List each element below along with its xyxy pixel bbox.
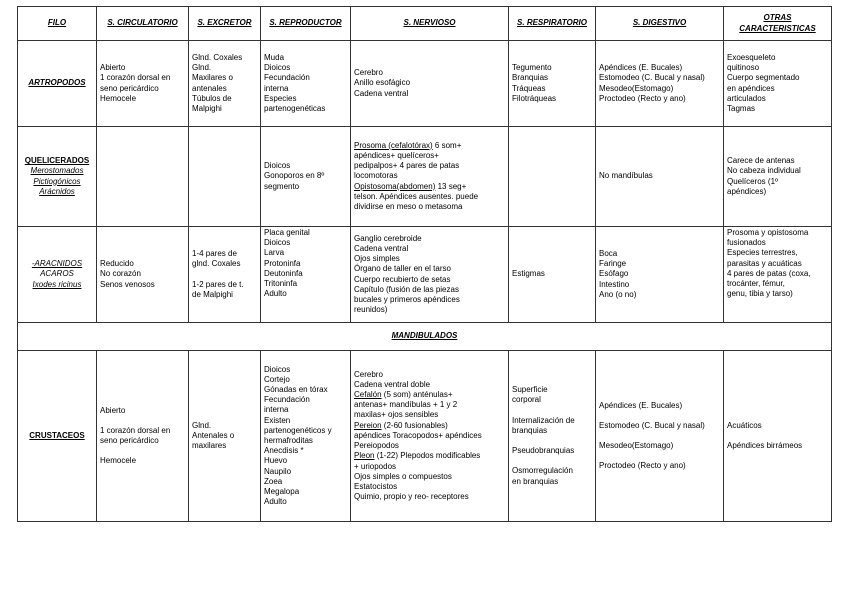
header-respiratorio: S. RESPIRATORIO (509, 7, 596, 41)
cell-line: Estigmas (512, 269, 545, 279)
cell-line: Ojos simples (354, 254, 400, 264)
cell-line: apéndices Toracopodos+ apéndices (354, 430, 482, 440)
cell-line: Protoninfa (264, 258, 301, 268)
cell-line: Ojos simples o compuestos (354, 471, 452, 481)
pleon-label: Pleon (354, 451, 375, 461)
cell-line: Malpighi (192, 103, 222, 113)
crustaceos-circulatorio (97, 351, 189, 522)
cell-line: pedipalpos+ 4 pares de patas (354, 161, 460, 171)
cell-line: Pereiopodos (354, 441, 399, 451)
cell-line: Huevo (264, 456, 288, 466)
cell-line: Pseudobranquias (512, 446, 575, 456)
cell-line: Arácnidos (39, 186, 75, 196)
cell-line: Tráqueas (512, 83, 546, 93)
cell-line: Estatocistos (354, 481, 398, 491)
aracnidos-respiratorio (509, 227, 596, 323)
cell-line: Proctodeo (Recto y ano) (599, 93, 686, 103)
cell-line: glnd. Coxales (192, 259, 241, 269)
cell-line: Apéndices (E. Bucales) (599, 400, 683, 410)
cell-line: 1-2 pares de t. (192, 279, 244, 289)
cell-line: Dioicos (264, 364, 291, 374)
cell-line: Pictiogónicos (33, 176, 81, 186)
crustaceos-digestivo (596, 351, 724, 522)
cell-line: Filotráqueas (512, 93, 557, 103)
artropodos-otras (724, 41, 832, 127)
cell-line: articulados (727, 93, 766, 103)
aracnidos-reproductor (261, 227, 351, 323)
crustaceos-reproductor (261, 351, 351, 522)
cell-line: Cadena ventral doble (354, 379, 431, 389)
cell-line: apéndices) (727, 186, 767, 196)
cell-line: Senos venosos (100, 279, 155, 289)
cell-line: Quimio, propio y reo- receptores (354, 492, 469, 502)
crustaceos-otras (724, 351, 832, 522)
quelicerados-otras (724, 127, 832, 227)
header-reproductor: S. REPRODUCTOR (261, 7, 351, 41)
artropodos-reproductor (261, 41, 351, 127)
cell-line: Túbulos de (192, 93, 232, 103)
cell-line: Cuerpo recubierto de setas (354, 274, 451, 284)
cell-line: Boca (599, 248, 618, 258)
header-nervioso: S. NERVIOSO (351, 7, 509, 41)
cell-line: interna (264, 83, 289, 93)
filo-artropodos: ARTROPODOS (18, 41, 97, 127)
cell-line: Cuerpo segmentado (727, 73, 800, 83)
cell-line: Megalopa (264, 487, 300, 497)
artropodos-respiratorio (509, 41, 596, 127)
aracnidos-otras (724, 227, 832, 323)
artropodos-nervioso (351, 41, 509, 127)
cell-line: Glnd. (192, 420, 212, 430)
header-excretor: S. EXCRETOR (189, 7, 261, 41)
cell-line: Acuáticos (727, 420, 762, 430)
header-circulatorio: S. CIRCULATORIO (97, 7, 189, 41)
cell-line: dividirse en meso o metasoma (354, 202, 463, 211)
cell-line: segmento (264, 181, 300, 191)
aracnidos-digestivo (596, 227, 724, 323)
cell-line: Anecdisis * (264, 446, 304, 456)
cell-line: de Malpighi (192, 289, 233, 299)
cell-line: Muda (264, 52, 285, 62)
pereion-label: Pereion (354, 420, 382, 430)
cell-line: antenas+ mandíbulas + 1 y 2 (354, 400, 458, 410)
header-filo: FILO (18, 7, 97, 41)
cell-line: maxilares (192, 441, 227, 451)
cell-line: Faringe (599, 259, 627, 269)
header-row (18, 7, 832, 41)
cell-line: Ano (o no) (599, 289, 637, 299)
cell-line: telson. Apéndices ausentes. puede (354, 191, 479, 201)
row-aracnidos (18, 227, 832, 323)
cell-line: Placa genital (264, 228, 310, 237)
cell-line: Exoesqueleto (727, 52, 776, 62)
cell-line: branquias (512, 425, 548, 435)
section-title: MANDIBULADOS (18, 323, 832, 351)
cell-line: Antenales o (192, 430, 235, 440)
cell-line: seno pericárdico (100, 83, 159, 93)
cell-line: 1-4 pares de (192, 249, 237, 259)
cell-line: partenogenéticos y (264, 425, 332, 435)
cell-line: Adulto (264, 289, 287, 299)
cell-line: Estomodeo (C. Bucal y nasal) (599, 73, 705, 83)
cell-line: Prosoma y opistosoma (727, 228, 809, 237)
cell-line: Dioicos (264, 238, 291, 248)
quelicerados-reproductor (261, 127, 351, 227)
cell-line: Apéndices birrámeos (727, 441, 803, 450)
cell-line: genu, tibia y tarso) (727, 289, 793, 299)
opistosoma-label: Opistosoma(abdomen) (354, 181, 436, 191)
cell-line: Cadena ventral (354, 88, 409, 98)
cell-line: Gonoporos en 8º (264, 171, 325, 181)
crustaceos-excretor (189, 351, 261, 522)
header-digestivo: S. DIGESTIVO (596, 7, 724, 41)
cefalon-label: Cefalón (354, 390, 382, 400)
cell-line: Fecundación (264, 73, 310, 83)
cell-line: Especies (264, 93, 297, 103)
cell-line: No corazón (100, 269, 141, 279)
cell-line: + uriopodos (354, 461, 397, 471)
quelicerados-circulatorio (97, 127, 189, 227)
crustaceos-respiratorio (509, 351, 596, 522)
cell-line: Reducido (100, 259, 134, 269)
cell-line: Anillo esofágico (354, 78, 411, 88)
cell-line: No cabeza individual (727, 166, 801, 176)
cell-line: Deutoninfa (264, 268, 303, 278)
cell-line: Fecundación (264, 395, 310, 405)
cell-line: antenales (192, 83, 227, 93)
cell-line: en apéndices (727, 83, 775, 93)
cell-line: locomotoras (354, 171, 398, 181)
cell-line: Internalización de (512, 415, 575, 425)
filo-crustaceos: CRUSTACEOS (18, 351, 97, 522)
cell-line: Naupilo (264, 466, 292, 476)
cell-line: 1 corazón dorsal en (100, 73, 171, 83)
artropodos-circulatorio (97, 41, 189, 127)
cell-line: Cerebro (354, 369, 383, 379)
aracnidos-excretor (189, 227, 261, 323)
crustaceos-nervioso: Cerebro Cadena ventral doble Cefalón (5 som) anténulas+ antenas+ mandíbulas + 1 y 2 maxilas+ ojos sensibles Pereion (2-60 fusionables) apéndices Toracopodos+ apéndices Pereiopodos Pleon (1-22) Plepodos modificables + uriopodos Ojos simples o compuestos Estatocistos Quimio, propio y reo- receptores (351, 351, 509, 522)
cell-line: Intestino (599, 279, 630, 289)
cell-line: Tegumento (512, 63, 552, 73)
filo-quelicerados: QUELICERADOS Merostomados Pictiogónicos Arácnidos (18, 127, 97, 227)
cell-line: Mesodeo(Estomago) (599, 83, 674, 93)
quelicerados-excretor (189, 127, 261, 227)
cell-line: seno pericárdico (100, 436, 159, 445)
cell-line: Hemocele (100, 456, 137, 466)
cell-line: Cerebro (354, 68, 383, 78)
cell-line: hermafroditas (264, 436, 313, 445)
cell-line: Proctodeo (Recto y ano) (599, 461, 686, 471)
row-artropodos (18, 41, 832, 127)
cell-line: Maxilares o (192, 73, 233, 83)
cell-line: trocánter, fémur, (727, 279, 785, 289)
cell-line: Estomodeo (C. Bucal y nasal) (599, 420, 705, 430)
cell-line: No mandíbulas (599, 171, 653, 181)
cell-line: Glnd. Coxales (192, 52, 243, 62)
cell-line: Cadena ventral (354, 243, 409, 253)
cell-line: Hemocele (100, 93, 137, 103)
cell-line: Apéndices (E. Bucales) (599, 63, 683, 73)
cell-line: Adulto (264, 497, 287, 507)
cell-line: Glnd. (192, 63, 212, 73)
cell-line: Larva (264, 248, 285, 258)
cell-line: Superficie (512, 385, 548, 395)
aracnidos-nervioso (351, 227, 509, 323)
filo-aracnidos: -ARACNIDOS ACAROS Ixodes ricinus (18, 227, 97, 323)
cell-line: Ganglio cerebroide (354, 233, 422, 243)
cell-line: Dioicos (264, 63, 291, 73)
quelicerados-subgroups (21, 166, 93, 197)
cell-line: en branquias (512, 476, 559, 486)
cell-line: Órgano de taller en el tarso (354, 264, 451, 274)
cell-line: Mesodeo(Estomago) (599, 441, 674, 450)
cell-line: Quelíceros (1º (727, 176, 778, 186)
cell-line: reunidos) (354, 305, 388, 315)
prosoma-label: Prosoma (cefalotórax) (354, 140, 433, 150)
cell-line: maxilas+ ojos sensibles (354, 410, 439, 420)
cell-line: Zoea (264, 476, 283, 486)
cell-line: Abierto (100, 63, 126, 73)
quelicerados-respiratorio (509, 127, 596, 227)
cell-line: Dioicos (264, 161, 291, 171)
cell-line: Tritoninfa (264, 279, 298, 289)
cell-line: Abierto (100, 405, 126, 415)
aracnidos-circulatorio (97, 227, 189, 323)
section-row (18, 323, 832, 351)
cell-line: apéndices+ quelíceros+ (354, 150, 439, 160)
cell-line: partenogenéticas (264, 103, 326, 113)
cell-line: Cortejo (264, 374, 290, 384)
cell-line: Tagmas (727, 103, 756, 113)
cell-line: Esófago (599, 269, 629, 279)
quelicerados-digestivo (596, 127, 724, 227)
artropodos-excretor (189, 41, 261, 127)
cell-line: fusionados (727, 238, 766, 248)
row-quelicerados (18, 127, 832, 227)
artropodos-digestivo (596, 41, 724, 127)
cell-line: Merostomados (30, 166, 84, 176)
cell-line: Capítulo (fusión de las piezas (354, 284, 459, 294)
cell-line: 4 pares de patas (coxa, (727, 268, 811, 278)
header-otras: OTRAS CARACTERISTICAS (724, 7, 832, 41)
cell-line: bucales y primeros apéndices (354, 294, 460, 304)
row-crustaceos (18, 351, 832, 522)
cell-line: Osmorregulación (512, 466, 573, 476)
cell-line: Carece de antenas (727, 156, 795, 166)
cell-line: Existen (264, 415, 291, 425)
cell-line: 1 corazón dorsal en (100, 425, 171, 435)
quelicerados-nervioso: Prosoma (cefalotórax) 6 som+ apéndices+ quelíceros+ pedipalpos+ 4 pares de patas locomotoras Opistosoma(abdomen) 13 seg+ telson. Apéndices ausentes. puede dividirse en meso o metasoma (351, 127, 509, 227)
cell-line: parasitas y acuáticas (727, 258, 802, 268)
cell-line: Especies terrestres, (727, 248, 798, 258)
cell-line: Gónadas en tórax (264, 384, 328, 394)
cell-line: Branquias (512, 73, 549, 83)
cell-line: interna (264, 405, 289, 415)
classification-table (17, 6, 832, 522)
cell-line: corporal (512, 395, 541, 405)
cell-line: quitinoso (727, 63, 760, 73)
